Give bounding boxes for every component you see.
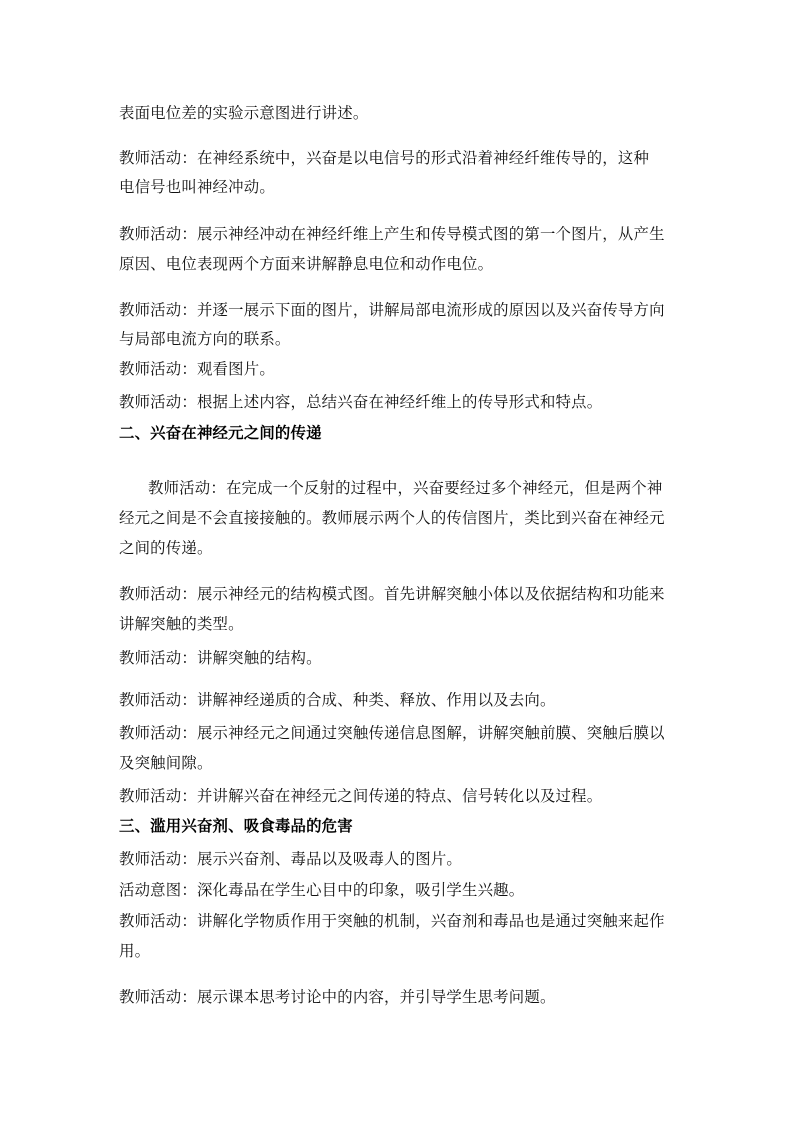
paragraph-line: 教师活动：根据上述内容，总结兴奋在神经纤维上的传导形式和特点。 [119, 393, 603, 411]
paragraph-line: 讲解突触的类型。 [119, 615, 244, 633]
paragraph-line: 教师活动：讲解化学物质作用于突触的机制，兴奋剂和毒品也是通过突触来起作 [119, 912, 665, 930]
paragraph-line: 教师活动：展示兴奋剂、毒品以及吸毒人的图片。 [119, 850, 462, 868]
section-heading: 二、兴奋在神经元之间的传递 [119, 424, 322, 442]
paragraph-line: 及突触间隙。 [119, 754, 213, 772]
paragraph-line: 活动意图：深化毒品在学生心目中的印象，吸引学生兴趣。 [119, 881, 525, 899]
paragraph-line: 教师活动：展示课本思考讨论中的内容，并引导学生思考问题。 [119, 988, 556, 1006]
paragraph-line: 经元之间是不会直接接触的。教师展示两个人的传信图片，类比到兴奋在神经元 [119, 509, 665, 527]
paragraph-line: 用。 [119, 942, 151, 960]
paragraph-line: 教师活动：讲解突触的结构。 [119, 649, 322, 667]
paragraph-line: 之间的传递。 [119, 539, 213, 557]
paragraph-line: 教师活动：展示神经冲动在神经纤维上产生和传导模式图的第一个图片，从产生 [119, 225, 665, 243]
paragraph-line: 教师活动：并逐一展示下面的图片，讲解局部电流形成的原因以及兴奋传导方向 [119, 301, 665, 319]
paragraph-line: 教师活动：并讲解兴奋在神经元之间传递的特点、信号转化以及过程。 [119, 787, 603, 805]
paragraph-line: 教师活动：观看图片。 [119, 360, 275, 378]
paragraph-line: 电信号也叫神经冲动。 [119, 178, 275, 196]
section-heading: 三、滥用兴奋剂、吸食毒品的危害 [119, 817, 353, 835]
paragraph-line: 表面电位差的实验示意图进行讲述。 [119, 104, 369, 122]
paragraph-line: 原因、电位表现两个方面来讲解静息电位和动作电位。 [119, 255, 494, 273]
paragraph-line: 与局部电流方向的联系。 [119, 330, 291, 348]
paragraph-line: 教师活动：在神经系统中，兴奋是以电信号的形式沿着神经纤维传导的，这种 [119, 149, 650, 167]
paragraph-line: 教师活动：展示神经元之间通过突触传递信息图解，讲解突触前膜、突触后膜以 [119, 724, 665, 742]
paragraph-line: 教师活动：在完成一个反射的过程中，兴奋要经过多个神经元，但是两个神 [148, 479, 663, 497]
paragraph-line: 教师活动：讲解神经递质的合成、种类、释放、作用以及去向。 [119, 691, 556, 709]
paragraph-line: 教师活动：展示神经元的结构模式图。首先讲解突触小体以及依据结构和功能来 [119, 585, 665, 603]
